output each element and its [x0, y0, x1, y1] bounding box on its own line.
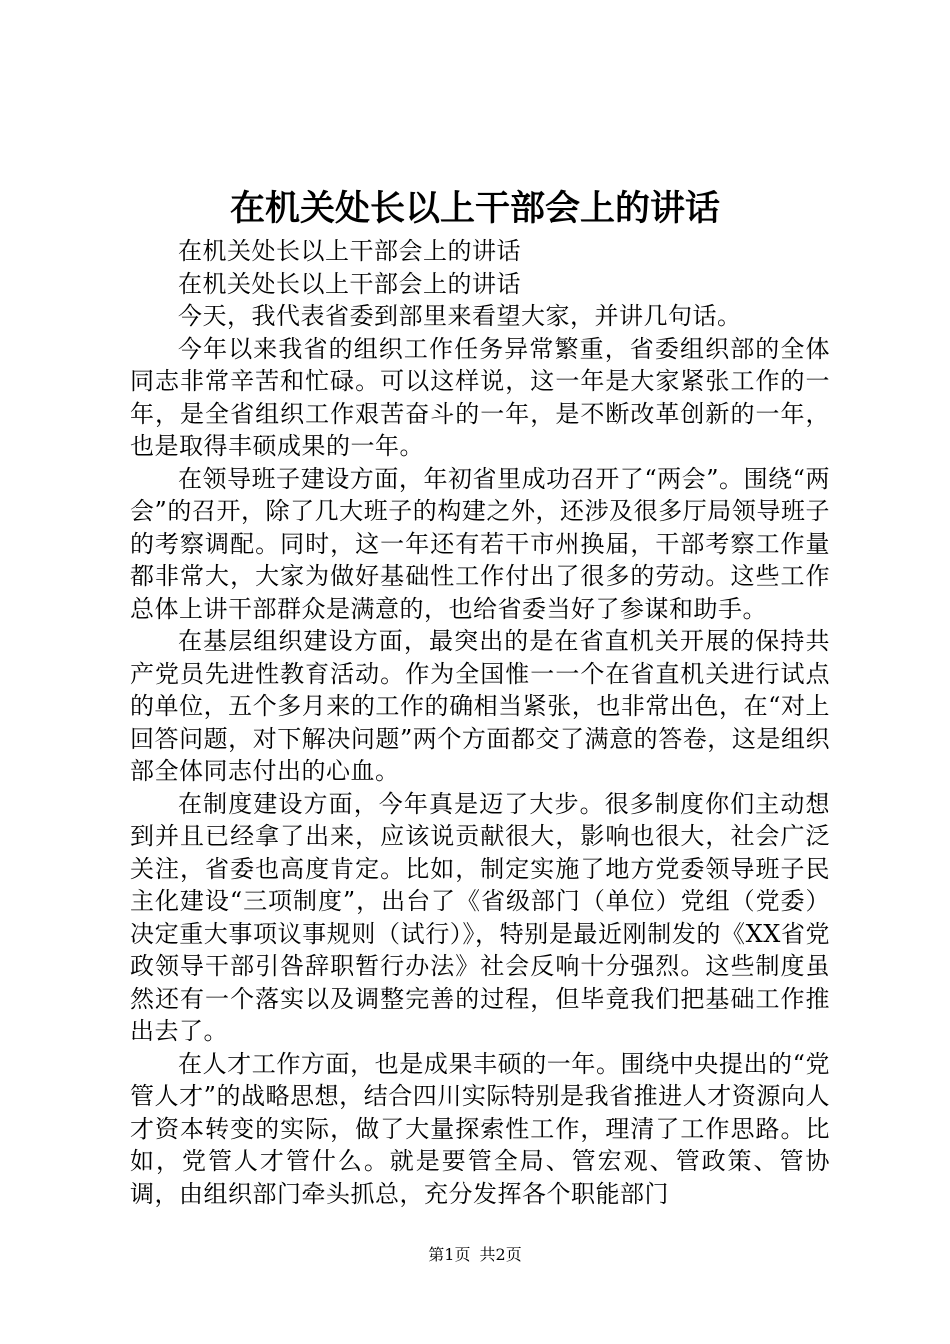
paragraph: 今天，我代表省委到部里来看望大家，并讲几句话。: [178, 302, 742, 330]
paragraph: 在人才工作方面，也是成果丰硕的一年。围绕中央提出的“党管人才”的战略思想，结合四川实际特别是我省推进人才资源向人才资本转变的实际，做了大量探索性工作，理清了工作思路。比如，党管人才管什么。就是要管全局、管宏观、管政策、管协调，由组织部门牵头抓总，充分发挥各个职能部门: [130, 1049, 830, 1208]
paragraph: 在制度建设方面，今年真是迈了大步。很多制度你们主动想到并且已经拿了出来，应该说贡献很大，影响也很大，社会广泛关注，省委也高度肯定。比如，制定实施了地方党委领导班子民主化建设“三项制度”，出台了《省级部门（单位）党组（党委）决定重大事项议事规则（试行）》，特别是最近刚制发的《XX省党政领导干部引咎辞职暂行办法》社会反响十分强烈。这些制度虽然还有一个落实以及调整完善的过程，但毕竟我们把基础工作推出去了。: [130, 789, 830, 1045]
paragraph: 在基层组织建设方面，最突出的是在省直机关开展的保持共产党员先进性教育活动。作为全国惟一一个在省直机关进行试点的单位，五个多月来的工作的确相当紧张，也非常出色，在“对上回答问题，对下解决问题”两个方面都交了满意的答卷，这是组织部全体同志付出的心血。: [130, 627, 830, 785]
paragraph: 今年以来我省的组织工作任务异常繁重，省委组织部的全体同志非常辛苦和忙碌。可以这样说，这一年是大家紧张工作的一年，是全省组织工作艰苦奋斗的一年，是不断改革创新的一年，也是取得丰硕成果的一年。: [130, 334, 830, 460]
paragraph: 在领导班子建设方面，年初省里成功召开了“两会”。围绕“两会”的召开，除了几大班子的构建之外，还涉及很多厅局领导班子的考察调配。同时，这一年还有若干市州换届，干部考察工作量都非常大，大家为做好基础性工作付出了很多的劳动。这些工作总体上讲干部群众是满意的，也给省委当好了参谋和助手。: [130, 464, 830, 623]
page-total: 共2页: [479, 1245, 522, 1264]
document-body: [130, 235, 830, 1210]
paragraph: 在机关处长以上干部会上的讲话: [178, 237, 521, 265]
page-number: 第1页: [428, 1245, 471, 1264]
paragraph: 在机关处长以上干部会上的讲话: [178, 269, 521, 298]
document-title: 在机关处长以上干部会上的讲话: [229, 188, 720, 229]
page-footer: [0, 1244, 950, 1266]
